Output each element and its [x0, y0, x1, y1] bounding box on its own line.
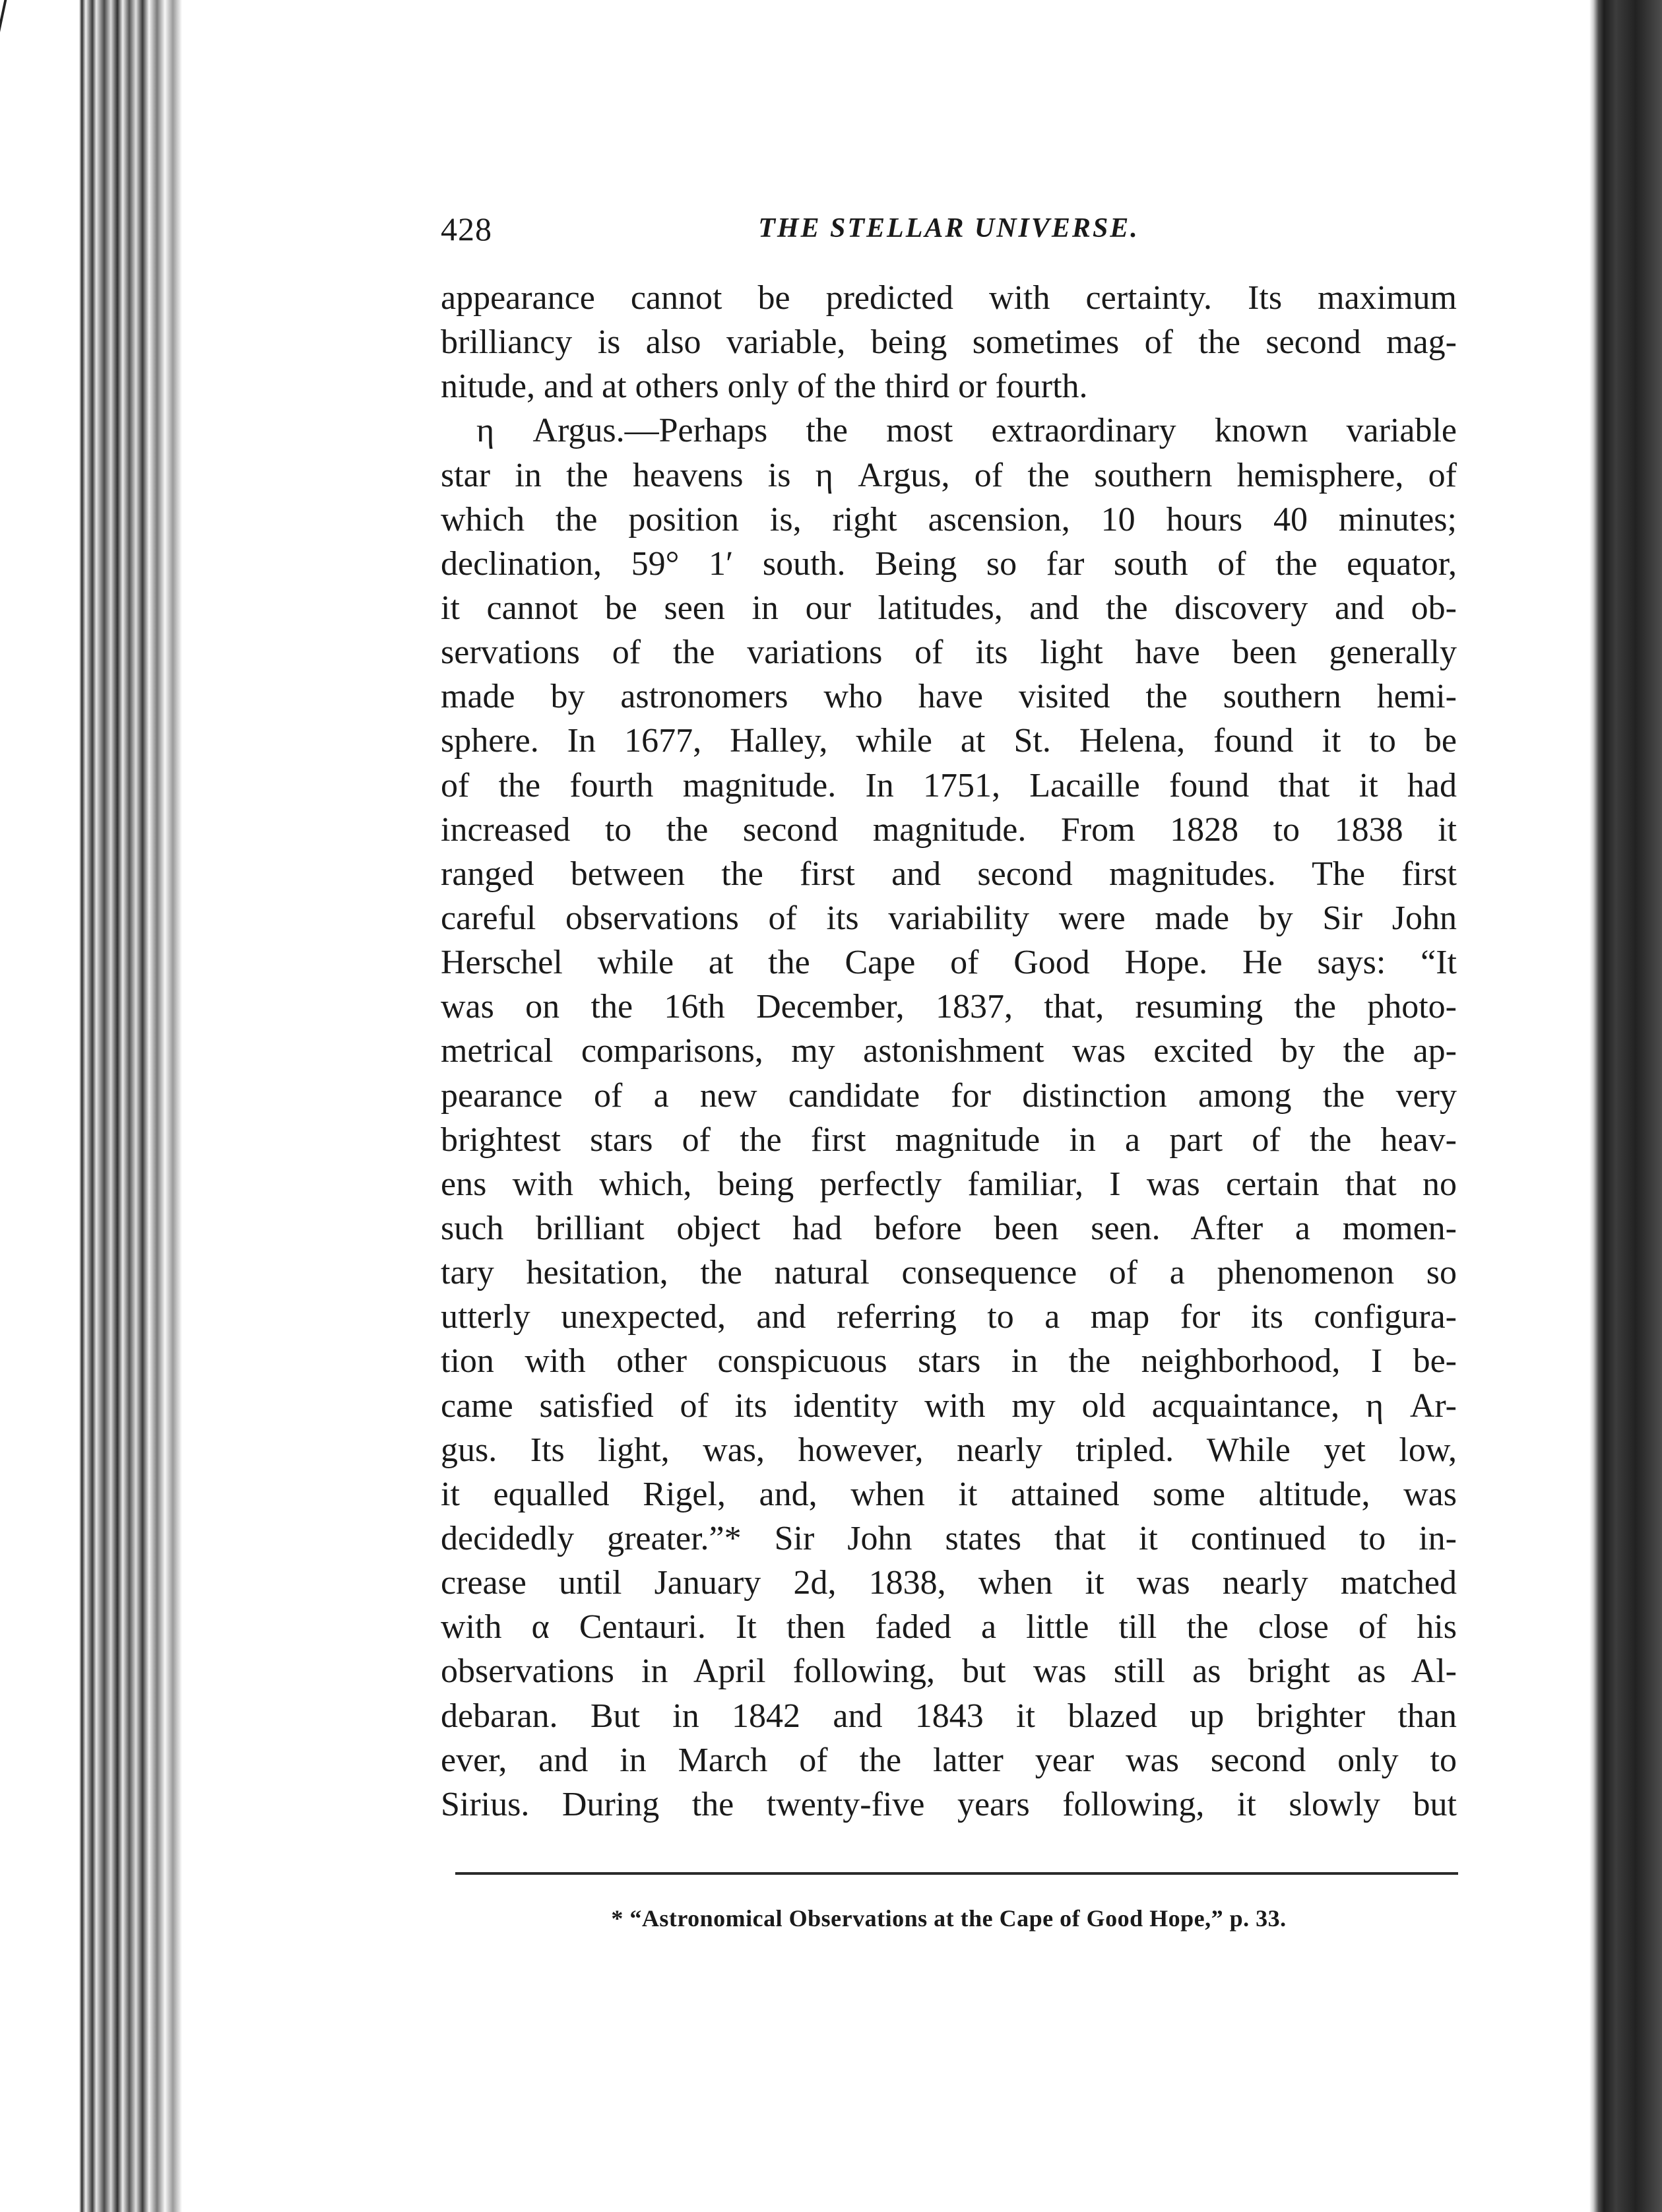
text-line: ranged between the first and second magnitudes. The first: [441, 855, 1457, 893]
text-line: debaran. But in 1842 and 1843 it blazed up brighter than: [441, 1697, 1457, 1735]
text-line: decidedly greater.”* Sir John states that it continued to in-: [441, 1519, 1457, 1557]
text-line: came satisfied of its identity with my old acquaintance, η Ar-: [441, 1386, 1457, 1425]
text-line: was on the 16th December, 1837, that, resuming the photo-: [441, 988, 1457, 1026]
text-line: observations in April following, but was still as bright as Al-: [441, 1652, 1457, 1691]
text-line: sphere. In 1677, Halley, while at St. Helena, found it to be: [441, 722, 1457, 760]
text-line: crease until January 2d, 1838, when it was nearly matched: [441, 1564, 1457, 1602]
right-page-edge: [1589, 0, 1662, 2212]
running-title: THE STELLAR UNIVERSE.: [758, 213, 1139, 244]
body-text: [441, 276, 1457, 1827]
text-line: which the position is, right ascension, 10 hours 40 minutes;: [441, 500, 1457, 538]
footnote: * “Astronomical Observations at the Cape of Good Hope,” p. 33.: [611, 1905, 1287, 1932]
text-line: declination, 59° 1′ south. Being so far south of the equator,: [441, 544, 1457, 583]
text-line: ens with which, being perfectly familiar, I was certain that no: [441, 1165, 1457, 1203]
text-line: made by astronomers who have visited the southern hemi-: [441, 678, 1457, 716]
text-line: pearance of a new candidate for distinction among the very: [441, 1076, 1457, 1115]
text-line: brightest stars of the first magnitude in a part of the heav-: [441, 1121, 1457, 1159]
book-gutter-edges: [0, 0, 218, 2212]
page-header: [441, 210, 1457, 256]
text-line: increased to the second magnitude. From 1828 to 1838 it: [441, 810, 1457, 849]
text-line: with α Centauri. It then faded a little till the close of his: [441, 1608, 1457, 1646]
text-line: Sirius. During the twenty-five years following, it slowly but: [441, 1785, 1457, 1823]
text-line: utterly unexpected, and referring to a map for its configura-: [441, 1298, 1457, 1336]
text-line: gus. Its light, was, however, nearly tripled. While yet low,: [441, 1431, 1457, 1469]
text-line: Herschel while at the Cape of Good Hope. He says: “It: [441, 944, 1457, 982]
footnote-rule: [455, 1872, 1458, 1875]
text-line: tion with other conspicuous stars in the neighborhood, I be-: [441, 1342, 1457, 1381]
text-line: of the fourth magnitude. In 1751, Lacaille found that it had: [441, 766, 1457, 804]
text-line: ever, and in March of the latter year was second only to: [441, 1741, 1457, 1779]
text-line: servations of the variations of its light have been generally: [441, 634, 1457, 672]
text-line: careful observations of its variability were made by Sir John: [441, 899, 1457, 937]
text-line: nitude, and at others only of the third or fourth.: [441, 368, 1088, 406]
paragraph-start-line: η Argus.—Perhaps the most extraordinary known variable: [476, 412, 1457, 450]
text-line: metrical comparisons, my astonishment was excited by the ap-: [441, 1032, 1457, 1070]
text-line: star in the heavens is η Argus, of the southern hemisphere, of: [441, 456, 1457, 494]
text-line: it equalled Rigel, and, when it attained some altitude, was: [441, 1475, 1457, 1513]
text-line: brilliancy is also variable, being sometimes of the second mag-: [441, 323, 1457, 362]
text-line: such brilliant object had before been seen. After a momen-: [441, 1209, 1457, 1247]
text-line: it cannot be seen in our latitudes, and the discovery and ob-: [441, 589, 1457, 627]
page-number: 428: [441, 211, 492, 247]
text-line: tary hesitation, the natural consequence of a phenomenon so: [441, 1254, 1457, 1292]
text-line: appearance cannot be predicted with certainty. Its maximum: [441, 279, 1457, 317]
